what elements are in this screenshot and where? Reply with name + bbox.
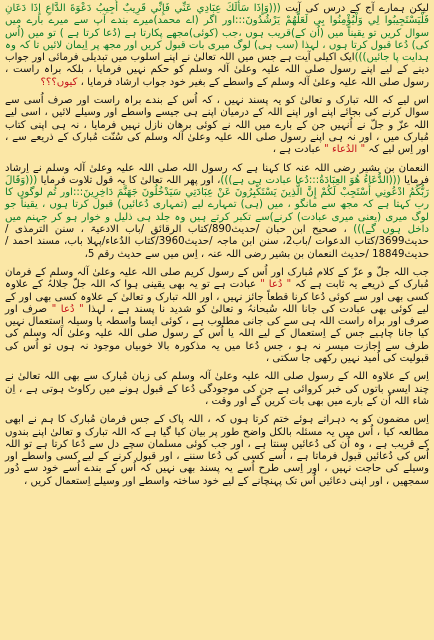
paragraph-summary (5, 414, 429, 488)
conclusion-text-2: عبادت ہے تو یہ بھی یقینی ہوا کہ اللہ جلّ جلالہُ کے علاوہ کسی بھی اور سے کوئی دُعا کرنا قطعاً جائز نہیں ، (5, 279, 430, 303)
paragraph-intro-verse (5, 3, 429, 89)
conclusion-text-1: جب اللہ جلّ و عزّ کے کلام مُبارک اور اُس کے رسول کریم صلی اللہ علیہ وعلیٰ آلہ وسلم کے فرمان مُبارک کے ذریعے یہ ثابت ہے کہ (5, 266, 429, 291)
hadith-recitation-lead: ، اور پھر اللہ تعالیٰ کا یہ قول تلاوت فرمایا (37, 174, 221, 186)
hadith-narrator: النعمان بن بشیر رضی اللہ عنہ کا کہنا ہے کہ رسول اللہ صلی اللہ علیہ وعلیٰ آلہ وسلم نے اِرشاد فرمایا (5, 162, 429, 186)
dua-term-3: " دُعا " (51, 303, 84, 315)
question-why: کیوں؟؟؟ (40, 76, 78, 88)
conclusion-text-3: اور اللہ تبارک و تعالیٰ کے علاوہ کسی بھی اور کے لیے کوئی بھی عبادت کی جانا اللہ سُبحانہُ و تعالیٰ کو شدید نا پسند ہے ، لہذا (5, 291, 429, 315)
dua-term-2: " دُعا " (260, 279, 292, 291)
dua-term: " الدُعاء " (324, 144, 366, 156)
reason-text: اس لیے کہ اللہ تبارک و تعالیٰ کو یہ پسند نہیں ، کہ اُس کے بندے براہ راست اور صرف اُسی سے سوال کرنے کی بجائے اپنے اور اپنے اللہ کے درمیان اپنے ہی جیسے واسطے اور وسیلے لائیں ، اسی لیے اللہ عزّ و جلّ نے اُنہیں جن کے بارے میں اللہ نے کوئی برھان نازل نہیں فرمایا ، نہ ہی اپنی کتاب مُبارک میں ، اور نہ ہی اپنے رسول صلی اللہ علیہ وعلیٰ آلہ وسلم کی سُنّت مُبارک کے ذریعے سے ، (5, 95, 429, 143)
summary-text: اِس مضمون کو یہ دہراتے ہوئے ختم کرتا ہوں کہ ، اللہ پاک کے جس فرمان مُبارک کا ہم نے ابھی مطالعہ کیا ، اُس میں یہ مسئلہ بالکل واضح طور پر بیان کیا گیا ہے کہ اللہ تبارک و تعالیٰ اپنے بندوں کے قریب ہے ، وہ اُن کی دُعائیں سنتا ہے ، اور جب کوئی مسلمان سچے دل سے دُعا کرتا ہے تو اللہ اُس کی دُعائیں قبول فرماتا ہے ، اُسے کسی کی دُعا سننے ، اور قبول کرنے کے لیے کسی واسطے اور وسیلے کی حاجت نہیں ، اور اِسی طرح اُسے یہ پسند بھی نہیں کہ اُس کے بندے اُسے خود سے دُور سمجھیں ، اور اپنی دعائیں اُس تک پہنچانے کے لیے خود ساختہ واسطے اور وسیلے اِستعمال کریں ، (5, 414, 429, 487)
intro-text: لیکن ہمارے آج کے درس کی آیت (280, 3, 429, 14)
quran-verse-arabic: (((وَإِذَا سَأَلَكَ عِبَادِي عَنِّي فَإِنِّي قَرِيبٌ أُجِيبُ دَعْوَةَ الدَّاعِ إِذَا دَعَانِ فَلْيَسْتَجِيبُوا لِي وَلْيُؤْمِنُوا بِي لَعَلَّهُمْ يَرْشُدُونَ (5, 3, 429, 27)
quran-verse-translation: :::اور اگر (اے محمد)میرے بندے آپ سے میرے بارے میں سوال کریں تو یقیناً میں (اُن کے)قریب ہوں ،جب (کوئی)مجھے پکارتا ہے (دُعا کرتا ہے ) تو میں (اُس کی) دُعا قبول کرتا ہوں ، لہذا (سب ہی) لوگ میری بات قبول کریں اور مجھ پر اِیمان لائیں تا کہ وہ ہدایت پا جائیں))) (5, 15, 429, 64)
hadith-arabic: (((الدُّعَاءُ هُوَ العِبَادَةُ (319, 174, 401, 186)
hadith-number-note: اِس میں سے حدیث رقم 5، (84, 248, 198, 260)
hadith-references: ، صحیح ابن حبان /حدیث890/کتاب الرقائق /باب الادعیۃ ، سنن الترمذی /حدیث3699/کتاب الدعوات /باب2، سنن ابن ماجہ /حدیث3960/کتاب الدُعاء/پہلا باب، مسند احمد /حدیث18849 /حدیث النعمان بن بشیر رضی اللہ عنہ ، (5, 224, 429, 260)
quran-verse-2-arabic: (((وَقَالَ رَبُّكُمُ ادْعُونِي أَسْتَجِبْ لَكُمْ إِنَّ الَّذِينَ يَسْتَكْبِرُونَ عَنْ عِبَادَتِي سَيَدْخُلُونَ جَهَنَّمَ دَاخِرِينَ (5, 174, 429, 199)
paragraph-hadith (5, 163, 429, 261)
paragraph-reason (5, 95, 429, 156)
quran-verse-2-translation: :::اور تُم لوگوں کا رب کہتا ہے کہ مجھ سے مانگو ، میں (ہی) تمہارے لیے (تمہاری دُعائیں) قبول کرتا ہوں ، یقیناً جو لوگ میری (یعنی میری عبادت) کرنے)سے تکبر کرتے ہیں وہ جلد ہی ذلیل و خوار ہو کر جہنم میں داخل ہوں گے))) (5, 187, 429, 236)
verse-explanation: ایک اکیلی آیت ہے جس میں اللہ تعالیٰ نے اپنے اسلوب میں تبدیلی فرمائی اور جواب دینے کے لیے اپنے رسول صلی اللہ علیہ وعلیٰ آلہ وسلم کو حکم نہیں فرمایا ، بلکہ براہ راست ، رسول صلی اللہ علیہ وعلیٰ آلہ وسلم کے واسطے کے بغیر خود جواب ارشاد فرمایا ، (5, 52, 429, 88)
hadith-translation: :::دُعا عبادت ہی ہے))) (220, 174, 320, 186)
paragraph-obstacles (5, 371, 429, 408)
dua-is-worship: عبادت ہے ، (272, 144, 325, 156)
dua-lead: اور اِس لیے کہ (365, 144, 429, 156)
conclusion-text-4: صرف اور صرف اور براہ راست اللہ ہی سے کی جانی مطلوب ہے ، کوئی ایسا واسطہ یا وسیلہ اِستعمال نہیں کیا جانا چاہیے جس کے اِستعمال کے لیے اللہ یا اُس کے رسول صلی اللہ علیہ وعلیٰ آلہ وسلم کی طرف سے اِجازت میسر نہ ہو ، جس دُعا میں یہ مذکورہ بالا خوبیاں موجود نہ ہوں تو اُس کی قبولیت کی اُمید نہیں رکھی جا سکتی ، (5, 303, 429, 365)
paragraph-conclusion (5, 267, 429, 365)
obstacles-text: اِس کے علاوہ اللہ کے رسول صلی اللہ علیہ وعلیٰ آلہ وسلم کی زبان مُبارک سے بھی اللہ تعالیٰ نے چند ایسی باتوں کی خبر کروائی ہے جن کی موجودگی دُعا کے قبول ہونے میں رکاوٹ ہوتی ہے ، اِن شاء اللہ اُن کے بارے میں بھی بات کریں گے اور وقت ، (5, 371, 429, 407)
